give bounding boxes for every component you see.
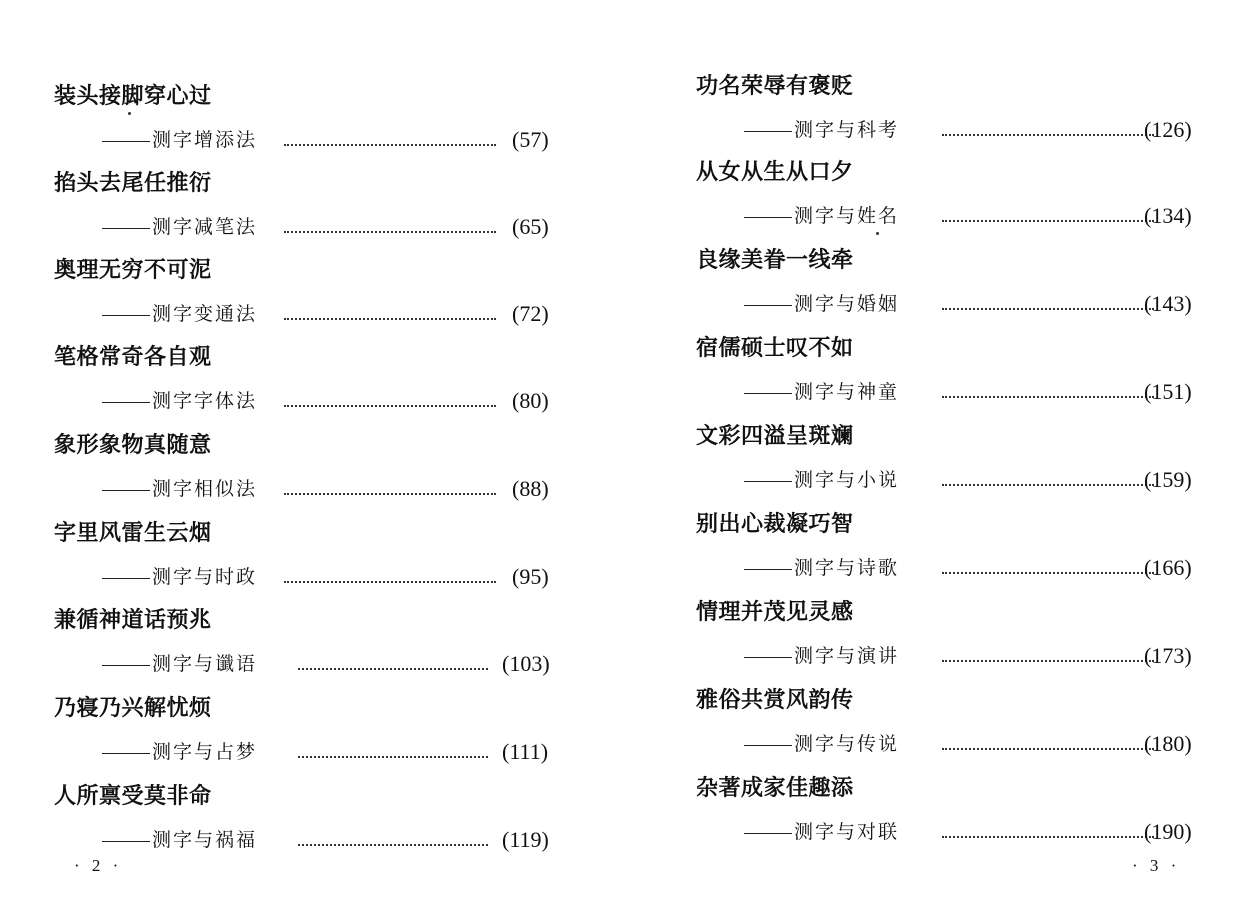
entry-page-number: (166) xyxy=(1144,555,1192,580)
entry-subtitle-text: 测字与谶语 xyxy=(152,653,258,675)
em-dash xyxy=(744,217,792,218)
dot-leader xyxy=(284,209,496,233)
entry-title: 情理并茂见灵感 xyxy=(696,600,854,625)
entry-title: 字里风雷生云烟 xyxy=(54,521,212,546)
toc-entry[interactable] xyxy=(624,600,1248,688)
entry-subtitle-text: 测字与时政 xyxy=(152,566,258,588)
entry-title: 乃寝乃兴解忧烦 xyxy=(54,696,212,721)
entry-subtitle-text: 测字与姓名 xyxy=(794,205,900,227)
entry-title: 装头接脚穿心过 xyxy=(54,84,212,109)
dot-leader xyxy=(942,462,1154,486)
toc-entry[interactable] xyxy=(0,433,624,521)
entry-subtitle-text: 测字字体法 xyxy=(152,390,258,412)
entry-subtitle xyxy=(102,300,257,328)
dot-leader xyxy=(942,112,1154,136)
entry-page-number: (180) xyxy=(1144,731,1192,756)
entry-subtitle-text: 测字与神童 xyxy=(794,381,900,403)
entry-subtitle xyxy=(102,826,257,854)
entry-page-number: (65) xyxy=(512,214,549,239)
entry-page-number: (126) xyxy=(1144,117,1192,142)
entry-subtitle xyxy=(102,126,257,154)
dot-leader xyxy=(284,122,496,146)
toc-entry[interactable] xyxy=(0,258,624,346)
entry-subtitle xyxy=(102,213,257,241)
em-dash xyxy=(744,481,792,482)
entry-title: 奥理无穷不可泥 xyxy=(54,258,212,283)
entry-page-number: (190) xyxy=(1144,819,1192,844)
entry-subtitle xyxy=(102,563,257,591)
entry-page-number: (88) xyxy=(512,476,549,501)
entry-page-number: (80) xyxy=(512,388,549,413)
entry-subtitle xyxy=(102,387,257,415)
dot-leader xyxy=(942,198,1154,222)
toc-entry[interactable] xyxy=(624,688,1248,776)
entry-page-number: (103) xyxy=(502,651,550,676)
entry-subtitle xyxy=(744,202,899,230)
entry-subtitle-text: 测字变通法 xyxy=(152,303,258,325)
entry-title: 笔格常奇各自观 xyxy=(54,345,212,370)
entry-title: 宿儒硕士叹不如 xyxy=(696,336,854,361)
entry-subtitle xyxy=(102,475,257,503)
entry-subtitle xyxy=(744,730,899,758)
dot-leader xyxy=(298,646,488,670)
entry-subtitle xyxy=(744,642,899,670)
toc-entry[interactable] xyxy=(0,84,624,172)
em-dash xyxy=(744,569,792,570)
em-dash xyxy=(102,141,150,142)
toc-entry[interactable] xyxy=(0,171,624,259)
entry-page-number: (119) xyxy=(502,827,549,852)
toc-entry[interactable] xyxy=(0,345,624,433)
entry-subtitle-text: 测字与对联 xyxy=(794,821,900,843)
entry-subtitle xyxy=(102,738,257,766)
em-dash xyxy=(102,315,150,316)
em-dash xyxy=(744,833,792,834)
entry-subtitle xyxy=(744,554,899,582)
entry-subtitle-text: 测字与祸福 xyxy=(152,829,258,851)
page-folio: · 2 · xyxy=(74,856,123,875)
entry-title: 象形象物真随意 xyxy=(54,433,212,458)
dot-leader xyxy=(298,734,488,758)
em-dash xyxy=(744,131,792,132)
entry-subtitle-text: 测字减笔法 xyxy=(152,216,258,238)
entry-page-number: (57) xyxy=(512,127,549,152)
entry-title: 良缘美眷一线牵 xyxy=(696,248,854,273)
toc-entry[interactable] xyxy=(624,336,1248,424)
toc-entry[interactable] xyxy=(624,248,1248,336)
em-dash xyxy=(102,753,150,754)
entry-subtitle-text: 测字与传说 xyxy=(794,733,900,755)
entry-title: 杂著成家佳趣添 xyxy=(696,776,854,801)
entry-subtitle xyxy=(744,290,899,318)
entry-title: 掐头去尾任推衍 xyxy=(54,171,212,196)
entry-title: 人所禀受莫非命 xyxy=(54,784,212,809)
em-dash xyxy=(744,657,792,658)
entry-subtitle-text: 测字与科考 xyxy=(794,119,900,141)
em-dash xyxy=(744,745,792,746)
em-dash xyxy=(102,228,150,229)
dot-leader xyxy=(942,814,1154,838)
entry-page-number: (134) xyxy=(1144,203,1192,228)
entry-subtitle-text: 测字相似法 xyxy=(152,478,258,500)
dot-leader xyxy=(942,374,1154,398)
entry-title: 文彩四溢呈斑斓 xyxy=(696,424,854,449)
toc-entry[interactable] xyxy=(624,424,1248,512)
entry-page-number: (95) xyxy=(512,564,549,589)
entry-subtitle-text: 测字与演讲 xyxy=(794,645,900,667)
em-dash xyxy=(102,841,150,842)
entry-subtitle xyxy=(744,378,899,406)
entry-page-number: (173) xyxy=(1144,643,1192,668)
entry-title: 兼循神道话预兆 xyxy=(54,608,212,633)
entry-title: 别出心裁凝巧智 xyxy=(696,512,854,537)
dot-leader xyxy=(284,559,496,583)
page-folio: · 3 · xyxy=(1132,856,1181,875)
em-dash xyxy=(744,393,792,394)
em-dash xyxy=(102,578,150,579)
entry-subtitle-text: 测字增添法 xyxy=(152,129,258,151)
entry-subtitle-text: 测字与婚姻 xyxy=(794,293,900,315)
dot-leader xyxy=(298,822,488,846)
toc-entry[interactable] xyxy=(0,608,624,696)
entry-subtitle xyxy=(744,466,899,494)
em-dash xyxy=(744,305,792,306)
dot-leader xyxy=(942,550,1154,574)
entry-subtitle xyxy=(102,650,257,678)
toc-entry[interactable] xyxy=(624,512,1248,600)
print-speck xyxy=(876,232,879,235)
dot-leader xyxy=(284,471,496,495)
entry-subtitle xyxy=(744,818,899,846)
toc-entry[interactable] xyxy=(624,776,1248,864)
entry-subtitle-text: 测字与小说 xyxy=(794,469,900,491)
toc-entry[interactable] xyxy=(0,696,624,784)
dot-leader xyxy=(942,638,1154,662)
dot-leader xyxy=(284,296,496,320)
toc-entry[interactable] xyxy=(624,74,1248,162)
entry-page-number: (143) xyxy=(1144,291,1192,316)
em-dash xyxy=(102,665,150,666)
toc-entry[interactable] xyxy=(0,521,624,609)
entry-subtitle-text: 测字与占梦 xyxy=(152,741,258,763)
entry-page-number: (159) xyxy=(1144,467,1192,492)
print-speck xyxy=(128,112,131,115)
entry-page-number: (151) xyxy=(1144,379,1192,404)
toc-entry[interactable] xyxy=(624,160,1248,248)
dot-leader xyxy=(942,286,1154,310)
em-dash xyxy=(102,490,150,491)
entry-title: 从女从生从口夕 xyxy=(696,160,854,185)
entry-page-number: (111) xyxy=(502,739,549,764)
em-dash xyxy=(102,402,150,403)
entry-title: 雅俗共赏风韵传 xyxy=(696,688,854,713)
dot-leader xyxy=(942,726,1154,750)
right-page xyxy=(624,0,1248,900)
entry-subtitle xyxy=(744,116,899,144)
entry-title: 功名荣辱有褒贬 xyxy=(696,74,854,99)
entry-subtitle-text: 测字与诗歌 xyxy=(794,557,900,579)
entry-page-number: (72) xyxy=(512,301,549,326)
dot-leader xyxy=(284,383,496,407)
